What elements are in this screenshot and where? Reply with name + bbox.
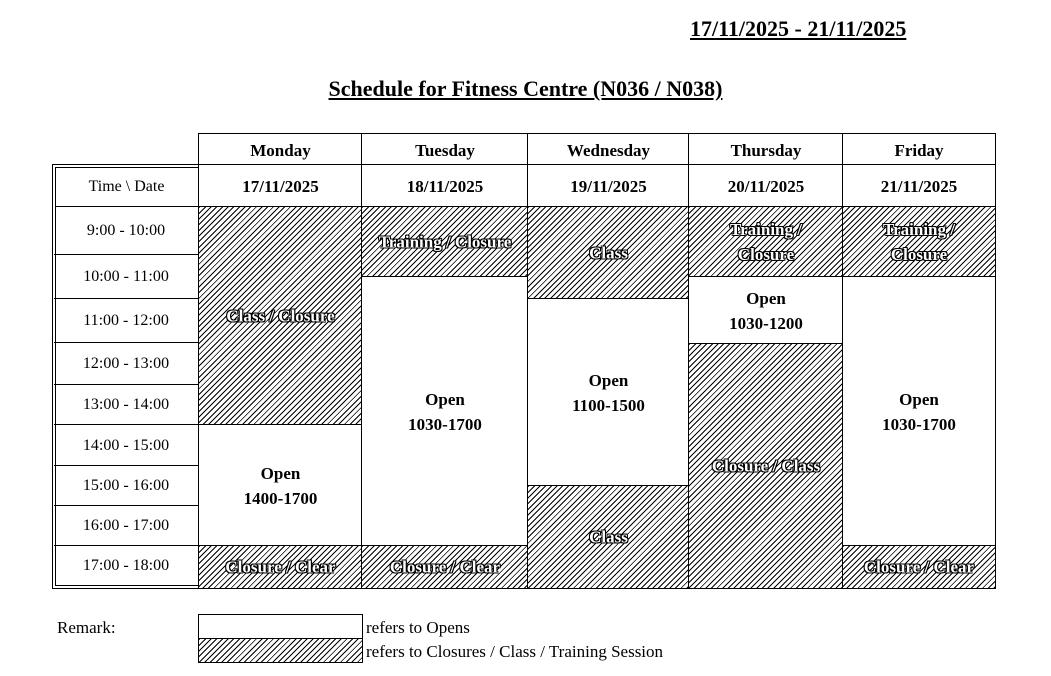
block-label: Open	[260, 463, 301, 483]
time-slot: 9:00 - 10:00	[54, 207, 198, 255]
block-label: Closure / Class	[711, 456, 821, 476]
tuesday-open-block	[361, 276, 529, 547]
corner-label: Time \ Date	[55, 167, 198, 207]
block-label: Closure / Clear	[863, 557, 975, 577]
friday-open-block	[842, 276, 996, 547]
block-hours: 1100-1500	[572, 395, 645, 415]
block-label: Class / Closure	[226, 306, 335, 326]
time-slot: 13:00 - 14:00	[54, 385, 198, 425]
block-hours: 1030-1200	[729, 313, 803, 333]
wednesday-open-block	[527, 298, 690, 487]
date-tuesday: 18/11/2025	[361, 164, 529, 208]
friday-training-closure-block	[842, 206, 996, 278]
day-header-wednesday: Wednesday	[527, 133, 690, 166]
legend-closed-desc: refers to Closures / Class / Training Session	[366, 642, 664, 661]
day-header-thursday: Thursday	[688, 133, 844, 166]
day-header-friday: Friday	[842, 133, 996, 166]
date-wednesday: 19/11/2025	[527, 164, 690, 208]
block-hours: 1030-1700	[408, 414, 482, 434]
wednesday-class-block-2	[527, 485, 690, 589]
block-label: Closure	[737, 245, 795, 264]
time-slot: 11:00 - 12:00	[54, 299, 198, 343]
tuesday-training-closure-block	[361, 206, 529, 278]
block-label: Open	[746, 288, 786, 308]
block-label: Training /	[883, 220, 955, 239]
time-slot: 14:00 - 15:00	[54, 425, 198, 466]
time-slot: 15:00 - 16:00	[54, 466, 198, 506]
tuesday-closure-clear-block	[361, 545, 529, 589]
friday-closure-clear-block	[842, 545, 996, 589]
block-label: Open	[899, 389, 939, 409]
remark-label: Remark:	[57, 618, 116, 637]
block-hours: 1030-1700	[882, 414, 956, 434]
block-label: Open	[425, 389, 465, 409]
legend-closed-swatch	[198, 638, 363, 663]
date-thursday: 20/11/2025	[688, 164, 844, 208]
block-label: Closure / Clear	[389, 557, 501, 577]
time-slot: 10:00 - 11:00	[54, 255, 198, 299]
thursday-closure-class-block	[688, 343, 844, 589]
day-header-tuesday: Tuesday	[361, 133, 529, 166]
thursday-training-closure-block	[688, 206, 844, 278]
monday-class-closure-block	[198, 206, 363, 426]
time-slot: 12:00 - 13:00	[54, 343, 198, 385]
monday-open-block	[198, 424, 363, 547]
thursday-open-block	[688, 276, 844, 345]
legend-open-desc: refers to Opens	[366, 618, 470, 637]
block-label: Training / Closure	[378, 232, 512, 252]
block-label: Class	[589, 243, 628, 263]
block-label: Closure / Clear	[225, 557, 336, 577]
block-label: Open	[588, 370, 629, 390]
time-slot: 17:00 - 18:00	[82, 557, 170, 574]
block-hours: 1400-1700	[243, 488, 318, 508]
schedule-title-text: Schedule for Fitness Centre (N036 / N038)	[328, 76, 723, 101]
block-label: Training /	[730, 220, 802, 239]
legend-open-swatch	[198, 614, 363, 639]
time-slot: 16:00 - 17:00	[54, 506, 198, 546]
block-label: Class	[589, 527, 628, 547]
day-header-monday: Monday	[198, 133, 363, 166]
week-range: 17/11/2025 - 21/11/2025	[690, 16, 907, 41]
block-label: Closure	[890, 245, 948, 264]
schedule-title	[0, 76, 1051, 102]
wednesday-class-block	[527, 206, 690, 300]
date-friday: 21/11/2025	[842, 164, 996, 208]
date-monday: 17/11/2025	[198, 164, 363, 208]
monday-closure-clear-block	[198, 545, 363, 589]
